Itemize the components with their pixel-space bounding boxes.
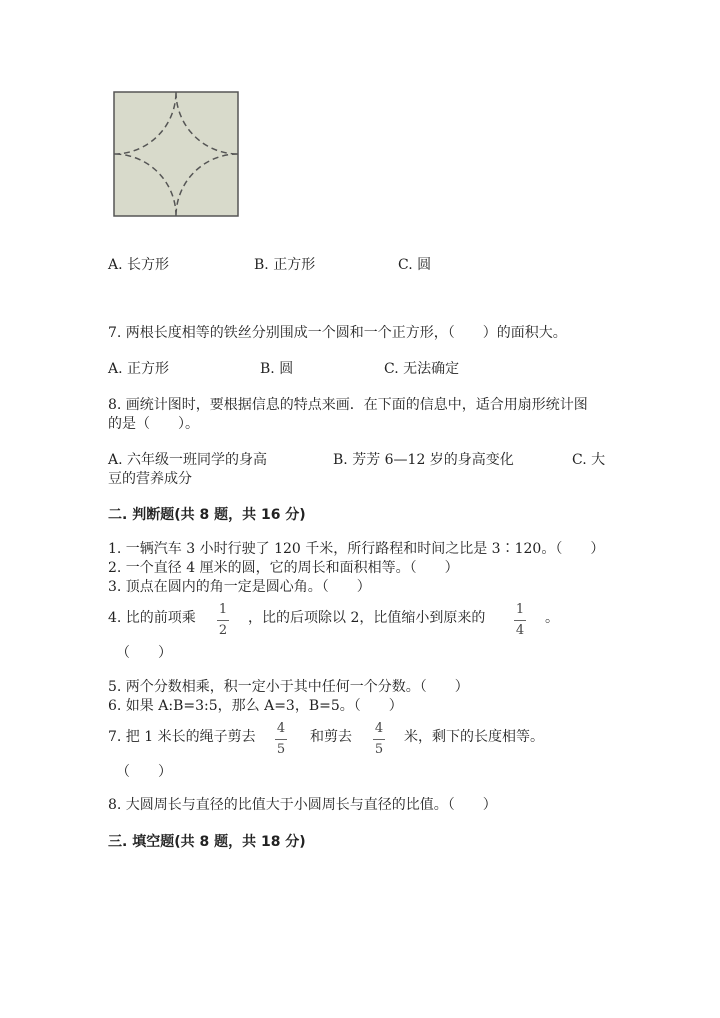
section2-title: 二. 判断题(共 8 题，共 16 分) [108, 507, 306, 523]
judge-4-fraction-2 [511, 603, 529, 638]
fraction-denominator: 2 [218, 623, 228, 638]
judge-8: 8. 大圆周长与直径的比值大于小圆周长与直径的比值。（ ） [108, 797, 497, 813]
fraction-denominator: 4 [515, 623, 525, 638]
judge-3: 3. 顶点在圆内的角一定是圆心角。（ ） [108, 579, 371, 595]
judge-7-part3: 米，剩下的长度相等。 [404, 729, 544, 745]
q8-stem-line2: 的是（ ）。 [108, 416, 199, 432]
judge-7-fraction-1 [272, 722, 290, 757]
judge-1: 1. 一辆汽车 3 小时行驶了 120 千米，所行路程和时间之比是 3∶120。（ ） [108, 541, 605, 557]
q7-stem: 7. 两根长度相等的铁丝分别围成一个圆和一个正方形，（ ）的面积大。 [108, 325, 567, 341]
q7-option-a: A. 正方形 [108, 361, 170, 377]
section3-title: 三. 填空题(共 8 题，共 18 分) [108, 834, 306, 850]
q8-option-c-line2: 豆的营养成分 [108, 471, 192, 487]
fraction-numerator: 4 [276, 721, 286, 736]
fraction-numerator: 1 [218, 602, 228, 617]
judge-2: 2. 一个直径 4 厘米的圆，它的周长和面积相等。（ ） [108, 560, 459, 576]
judge-4-blank: （ ） [116, 645, 172, 661]
fraction-numerator: 1 [515, 602, 525, 617]
judge-7-part2: 和剪去 [310, 729, 352, 745]
square-dashed-arcs-figure [112, 90, 242, 220]
judge-7-fraction-2 [370, 722, 388, 757]
fraction-denominator: 5 [374, 742, 384, 757]
judge-6: 6. 如果 A:B=3:5，那么 A=3，B=5。（ ） [108, 698, 403, 714]
q8-stem-line1: 8. 画统计图时，要根据信息的特点来画．在下面的信息中，适合用扇形统计图 [108, 397, 588, 413]
judge-4-fraction-1 [214, 603, 232, 638]
q8-option-c-line1: C. 大 [572, 452, 606, 468]
fraction-denominator: 5 [276, 742, 286, 757]
q6-option-c: C. 圆 [398, 257, 432, 273]
q6-option-b: B. 正方形 [254, 257, 316, 273]
q7-option-c: C. 无法确定 [384, 361, 460, 377]
judge-7-blank: （ ） [116, 764, 172, 780]
judge-4-part1: 4. 比的前项乘 [108, 610, 196, 626]
judge-7-part1: 7. 把 1 米长的绳子剪去 [108, 729, 256, 745]
q6-option-a: A. 长方形 [108, 257, 170, 273]
judge-4-part3: 。 [545, 610, 559, 626]
q8-option-b: B. 芳芳 6—12 岁的身高变化 [333, 452, 514, 468]
judge-5: 5. 两个分数相乘，积一定小于其中任何一个分数。（ ） [108, 679, 469, 695]
q7-option-b: B. 圆 [260, 361, 294, 377]
figure-square [114, 92, 238, 216]
fraction-numerator: 4 [374, 721, 384, 736]
q8-option-a: A. 六年级一班同学的身高 [108, 452, 268, 468]
judge-4-part2: ，比的后项除以 2，比值缩小到原来的 [248, 610, 486, 626]
